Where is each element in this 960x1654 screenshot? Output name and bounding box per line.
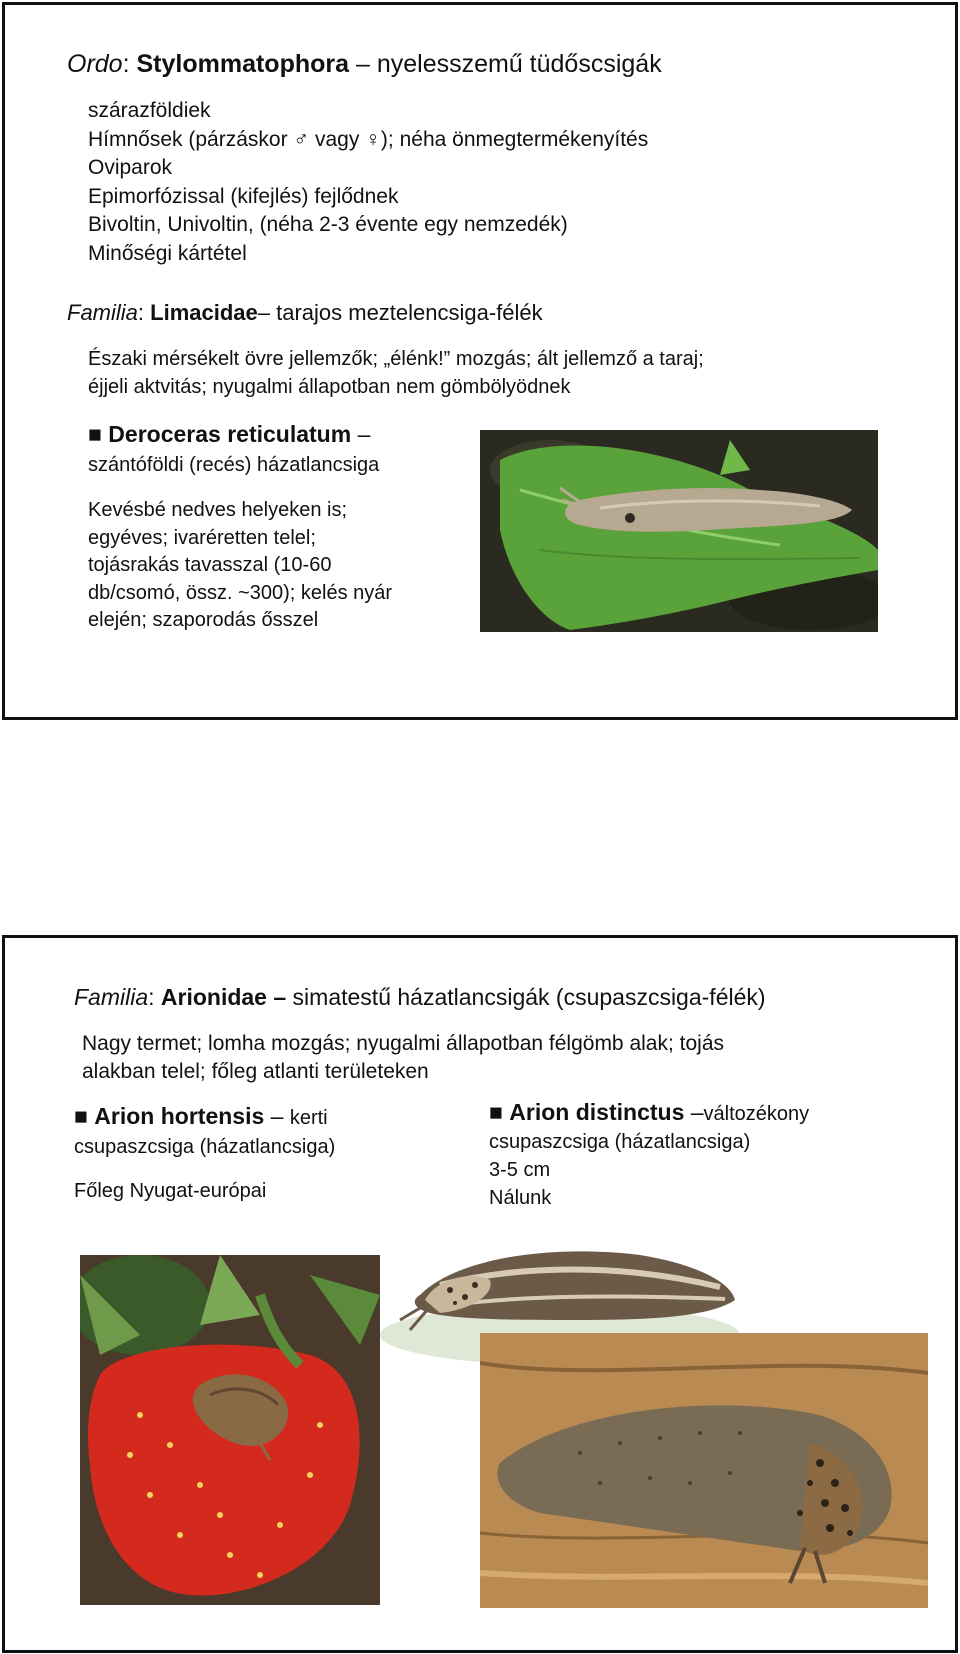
description-line: Nagy termet; lomha mozgás; nyugalmi állapotban félgömb alak; tojás [82,1032,724,1055]
species-arion-hortensis-heading: ■ Arion hortensis – kerti [74,1103,328,1129]
familia-arionidae-heading: Familia: Arionidae – simatestű házatlancsigák (csupaszcsiga-félék) [74,984,766,1010]
deroceras-photo [480,430,878,632]
description-line: db/csomó, össz. ~300); kelés nyár [88,581,393,604]
description-line: egyéves; ivaréretten telel; [88,526,316,549]
limacidae-description [88,345,704,401]
arion-hortensis-photo [80,1255,380,1605]
wood-slug-photo-svg [480,1333,928,1608]
arionidae-description [82,1030,724,1086]
trait-item: Hímnősek (párzáskor ♂ vagy ♀); néha önmegtermékenyítés [88,127,649,151]
species-arion-hortensis-range: Főleg Nyugat-európai [74,1180,267,1202]
species-deroceras-common-name: szántóföldi (recés) házatlancsiga [88,454,380,476]
species-deroceras-heading: ■ Deroceras reticulatum – [88,421,371,447]
species-arion-distinctus-heading: ■ Arion distinctus –változékony [489,1099,810,1125]
trait-item: Minőségi kártétel [88,241,247,265]
description-line: éjjeli aktvitás; nyugalmi állapotban nem gömbölyödnek [88,376,571,398]
ordo-traits-list [88,97,648,269]
trait-item: Oviparok [88,156,173,180]
ordo-heading: Ordo: Stylommatophora – nyelesszemű tüdőscsigák [67,50,662,78]
species-arion-hortensis-common-name: csupaszcsiga (házatlancsiga) [74,1136,336,1158]
description-line: alakban telel; főleg atlanti területeken [82,1060,429,1083]
description-line: tojásrakás tavasszal (10-60 [88,554,332,576]
trait-item: szárazföldiek [88,99,211,122]
description-line: elején; szaporodás ősszel [88,609,319,631]
deroceras-photo-svg [480,430,878,632]
species-arion-distinctus-common-name: csupaszcsiga (házatlancsiga) [489,1131,751,1153]
trait-item: Bivoltin, Univoltin, (néha 2-3 évente egy nemzedék) [88,213,568,237]
species-arion-distinctus-size: 3-5 cm [489,1159,551,1181]
deroceras-description [88,497,392,635]
arion-distinctus-photo-wood [480,1333,928,1608]
trait-item: Epimorfózissal (kifejlés) fejlődnek [88,184,399,208]
description-line: Északi mérsékelt övre jellemzők; „élénk!” mozgás; ált jellemző a taraj; [88,348,704,370]
species-arion-distinctus-block [489,1098,809,1212]
description-line: Kevésbé nedves helyeken is; [88,499,348,521]
familia-limacidae-heading: Familia: Limacidae– tarajos meztelencsiga-félék [67,300,543,325]
strawberry-slug-photo-svg [80,1255,380,1605]
species-arion-distinctus-range: Nálunk [489,1187,552,1209]
